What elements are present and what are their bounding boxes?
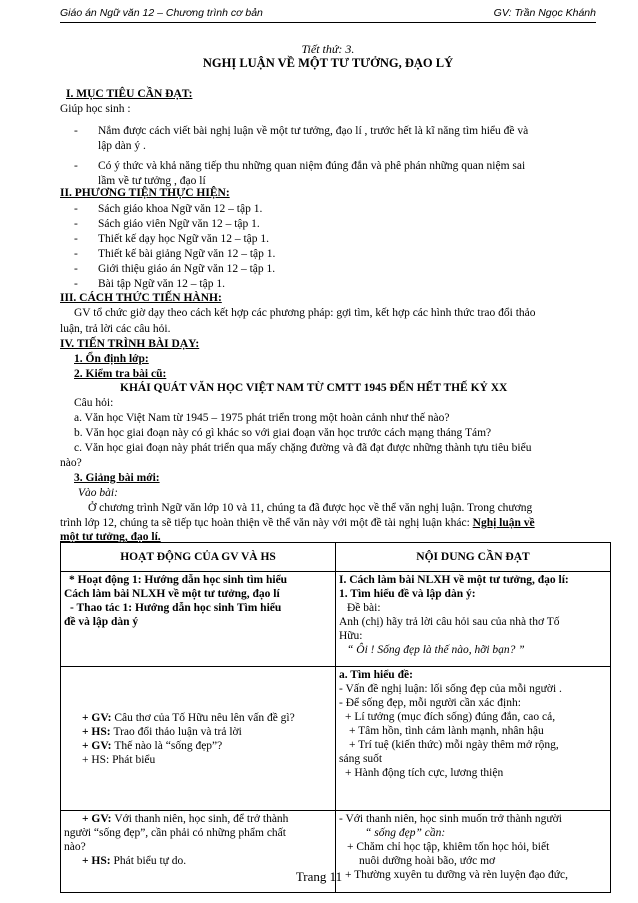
speaker-label: + GV: [82, 813, 115, 825]
bullet-dash: - [74, 263, 78, 275]
bullet-dash: - [74, 248, 78, 260]
activity-line: nào? [64, 841, 86, 853]
content-cell [336, 572, 611, 667]
lesson-activity-table [60, 542, 611, 893]
table-row [61, 667, 611, 811]
content-line: + Tâm hồn, tình cảm lành mạnh, nhân hậu [349, 725, 544, 737]
activity-line: người “sống đẹp”, cần phải có những phẩm chất [64, 827, 286, 839]
header-right: GV: Trần Ngọc Khánh [493, 7, 596, 19]
poem-quote: “ Ôi ! Sống đẹp là thế nào, hỡi bạn? ” [347, 644, 525, 656]
objective-2-line-1: Có ý thức và khả năng tiếp thu những quan niệm đúng đắn và phê phán những quan niệm sai [98, 160, 526, 172]
material-item: Sách giáo khoa Ngữ văn 12 – tập 1. [98, 203, 263, 215]
content-line: + Hành động tích cực, lương thiện [345, 767, 504, 779]
content-line: “ sống đẹp” cần: [365, 827, 446, 839]
page-number: Trang 11 [295, 869, 343, 884]
material-item: Giới thiệu giáo án Ngữ văn 12 – tập 1. [98, 263, 276, 275]
bullet-dash: - [74, 160, 78, 172]
header-left: Giáo án Ngữ văn 12 – Chương trình cơ bản [60, 7, 263, 19]
activity-line [64, 854, 332, 868]
objective-1-line-2: lập dàn ý . [98, 140, 146, 152]
activity-text: Với thanh niên, học sinh, để trở thành [114, 813, 289, 825]
lesson-title: NGHỊ LUẬN VỀ MỘT TƯ TƯỞNG, ĐẠO LÝ [202, 56, 454, 70]
question-b: b. Văn học giai đoạn này có gì khác so với giai đoạn văn học trước cách mạng tháng Tám? [74, 427, 492, 439]
material-item: Bài tập Ngữ văn 12 – tập 1. [98, 278, 225, 290]
bullet-dash: - [74, 203, 78, 215]
activity-line: - Thao tác 1: Hướng dẫn học sinh Tìm hiểu [70, 602, 282, 614]
activity-line: + HS: Phát biểu [82, 753, 156, 766]
lesson-number: Tiết thứ: 3. [301, 42, 355, 56]
content-subheading: 1. Tìm hiểu đề và lập dàn ý: [339, 588, 476, 600]
page-header [60, 6, 596, 23]
activity-text: Câu thơ của Tố Hữu nêu lên vấn đề gì? [114, 711, 295, 724]
intro-line-2-text: trình lớp 12, chúng ta sẽ tiếp tục hoàn thiện về thể văn này với một đề tài nghị luận khác: [60, 517, 473, 529]
table-header-row [61, 543, 611, 572]
activity-line [64, 725, 332, 739]
content-line: - Vấn đề nghị luận: lối sống đẹp của mỗi người . [339, 683, 562, 695]
method-line-2: luận, trả lời các câu hỏi. [60, 323, 171, 335]
intro-line-2 [60, 516, 535, 530]
content-line: + Chăm chỉ học tập, khiêm tốn học hỏi, biết [347, 841, 550, 853]
section-1-title: I. MỤC TIÊU CẦN ĐẠT: [66, 88, 193, 100]
content-line: sáng suốt [339, 753, 383, 765]
activity-text: Trao đổi thảo luận và trả lời [113, 725, 242, 738]
bullet-dash: - [74, 278, 78, 290]
intro-topic-part-1: Nghị luận về [472, 517, 535, 529]
intro-label: Vào bài: [78, 487, 118, 499]
material-item: Thiết kế dạy học Ngữ văn 12 – tập 1. [98, 233, 270, 245]
bullet-dash: - [74, 125, 78, 137]
column-header-activity: HOẠT ĐỘNG CỦA GV VÀ HS [61, 543, 336, 572]
section-1-intro: Giúp học sinh : [60, 103, 131, 115]
speaker-label: + HS: [82, 855, 114, 867]
content-cell [336, 667, 611, 811]
content-line: + Trí tuệ (kiến thức) mỗi ngày thêm mở rộng, [349, 739, 559, 751]
activity-line [64, 812, 332, 826]
bullet-dash: - [74, 233, 78, 245]
activity-line: * Hoạt động 1: Hướng dẫn học sinh tìm hiểu [69, 574, 288, 586]
intro-line-1: Ở chương trình Ngữ văn lớp 10 và 11, chúng ta đã được học về thể văn nghị luận. Trong chương [88, 502, 533, 514]
question-a: a. Văn học Việt Nam từ 1945 – 1975 phát triển trong một hoàn cảnh như thế nào? [74, 412, 450, 424]
activity-line: đề và lập dàn ý [64, 616, 139, 628]
section-2-title: II. PHƯƠNG TIỆN THỰC HIỆN: [60, 187, 230, 199]
activity-text: Thế nào là “sống đẹp”? [114, 739, 223, 752]
table-row [61, 572, 611, 667]
section-3-title: III. CÁCH THỨC TIẾN HÀNH: [60, 292, 222, 304]
essay-prompt-line: Anh (chị) hãy trả lời câu hỏi sau của nhà thơ Tố [339, 616, 560, 628]
content-line: nuôi dưỡng hoài bão, ước mơ [359, 855, 496, 867]
speaker-label: + GV: [82, 739, 115, 752]
activity-cell [61, 667, 336, 811]
method-line-1: GV tổ chức giờ dạy theo cách kết hợp các phương pháp: gợi tìm, kết hợp các hình thức trao đổi thảo [74, 307, 536, 319]
content-line: - Với thanh niên, học sinh muốn trở thành người [339, 813, 562, 825]
bullet-dash: - [74, 218, 78, 230]
essay-prompt-line: Hữu: [339, 630, 363, 642]
activity-text: Phát biểu tự do. [113, 855, 187, 867]
objective-2-line-2: lầm về tư tưởng , đạo lí [98, 175, 206, 187]
content-line: + Lí tưởng (mục đích sống) đúng đắn, cao cả, [345, 711, 556, 723]
essay-prompt-label: Đề bài: [347, 602, 381, 614]
activity-line [64, 711, 332, 725]
step-3-title: 3. Giảng bài mới: [74, 472, 160, 484]
question-label: Câu hỏi: [74, 397, 114, 409]
content-line: - Để sống đẹp, mỗi người cần xác định: [339, 697, 521, 709]
activity-line: Cách làm bài NLXH về một tư tưởng, đạo lí [64, 588, 280, 600]
section-4-title: IV. TIẾN TRÌNH BÀI DẠY: [60, 338, 200, 350]
question-c-line-1: c. Văn học giai đoạn này phát triển qua mấy chặng đường và đã đạt được những thành tựu tiêu biểu [74, 442, 532, 454]
content-heading: I. Cách làm bài NLXH về một tư tưởng, đạo lí: [339, 574, 569, 586]
question-c-line-2: nào? [60, 457, 82, 469]
step-2-title: 2. Kiểm tra bài cũ: [74, 368, 167, 380]
activity-cell [61, 572, 336, 667]
content-subheading: a. Tìm hiểu đề: [339, 669, 413, 681]
material-item: Sách giáo viên Ngữ văn 12 – tập 1. [98, 218, 260, 230]
intro-topic-part-2: một tư tưởng, đạo lí. [60, 531, 161, 543]
activity-line [64, 739, 332, 753]
speaker-label: + HS: [82, 725, 114, 738]
column-header-content: NỘI DUNG CẦN ĐẠT [336, 543, 611, 572]
review-topic-title: KHÁI QUÁT VĂN HỌC VIỆT NAM TỪ CMTT 1945 ĐẾN HẾT THẾ KỶ XX [120, 382, 508, 394]
content-line: + Thường xuyên tu dưỡng và rèn luyện đạo đức, [345, 869, 569, 881]
material-item: Thiết kế bài giảng Ngữ văn 12 – tập 1. [98, 248, 276, 260]
step-1-title: 1. Ổn định lớp: [74, 353, 149, 365]
speaker-label: + GV: [82, 711, 115, 724]
objective-1-line-1: Nắm được cách viết bài nghị luận về một tư tưởng, đạo lí , trước hết là kĩ năng tìm hiểu đề và [98, 125, 529, 137]
